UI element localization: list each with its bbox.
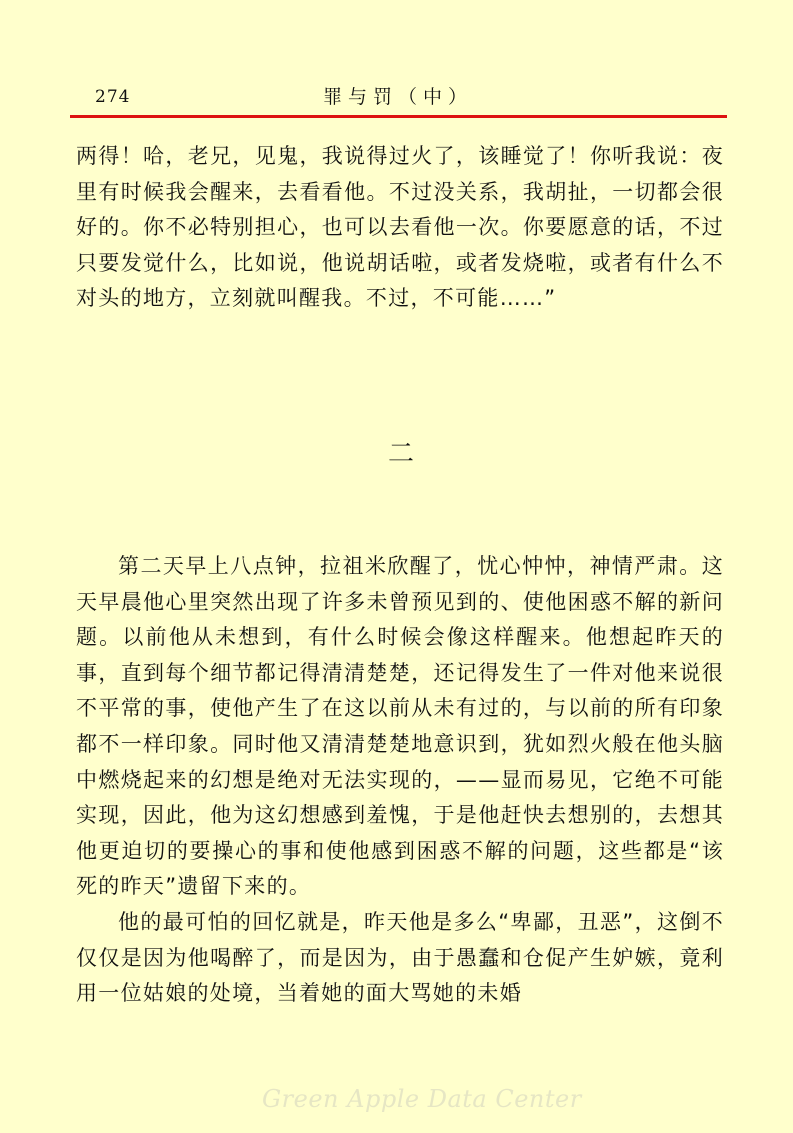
section-number: 二 [388, 439, 417, 469]
page-number: 274 [95, 87, 131, 107]
header-rule [70, 115, 727, 118]
paragraph-continued: 两得！哈，老兄，见鬼，我说得过火了，该睡觉了！你听我说：夜里有时候我会醒来，去看看他。不过没关系，我胡扯，一切都会很好的。你不必特别担心，也可以去看他一次。你要愿意的话，不过只要发觉什么，比如说，他说胡话啦，或者发烧啦，或者有什么不对头的地方，立刻就叫醒我。不过，不可能……” [76, 144, 724, 311]
running-title: 罪与罚（中） [323, 86, 474, 108]
text-block-top [76, 139, 724, 317]
paragraph-2: 他的最可怕的回忆就是，昨天他是多么“卑鄙，丑恶”，这倒不仅仅是因为他喝醉了，而是因为，由于愚蠢和仓促产生妒嫉，竟利用一位姑娘的处境，当着她的面大骂她的未婚 [76, 909, 724, 1006]
paragraph-1: 第二天早上八点钟，拉祖米欣醒了，忧心忡忡，神情严肃。这天早晨他心里突然出现了许多未曾预见到的、使他困惑不解的新问题。以前他从未想到，有什么时候会像这样醒来。他想起昨天的事，直到每个细节都记得清清楚楚，还记得发生了一件对他来说很不平常的事，使他产生了在这以前从未有过的，与以前的所有印象都不一样印象。同时他又清清楚楚地意识到，犹如烈火般在他头脑中燃烧起来的幻想是绝对无法实现的，——显而易见，它绝不可能实现，因此，他为这幻想感到羞愧，于是他赶快去想别的，去想其他更迫切的要操心的事和使他感到困惑不解的问题，这些都是“该死的昨天”遗留下来的。 [76, 554, 724, 899]
page-header [73, 78, 727, 114]
watermark: Green Apple Data Center [262, 1085, 582, 1113]
text-block-main [76, 549, 724, 1012]
